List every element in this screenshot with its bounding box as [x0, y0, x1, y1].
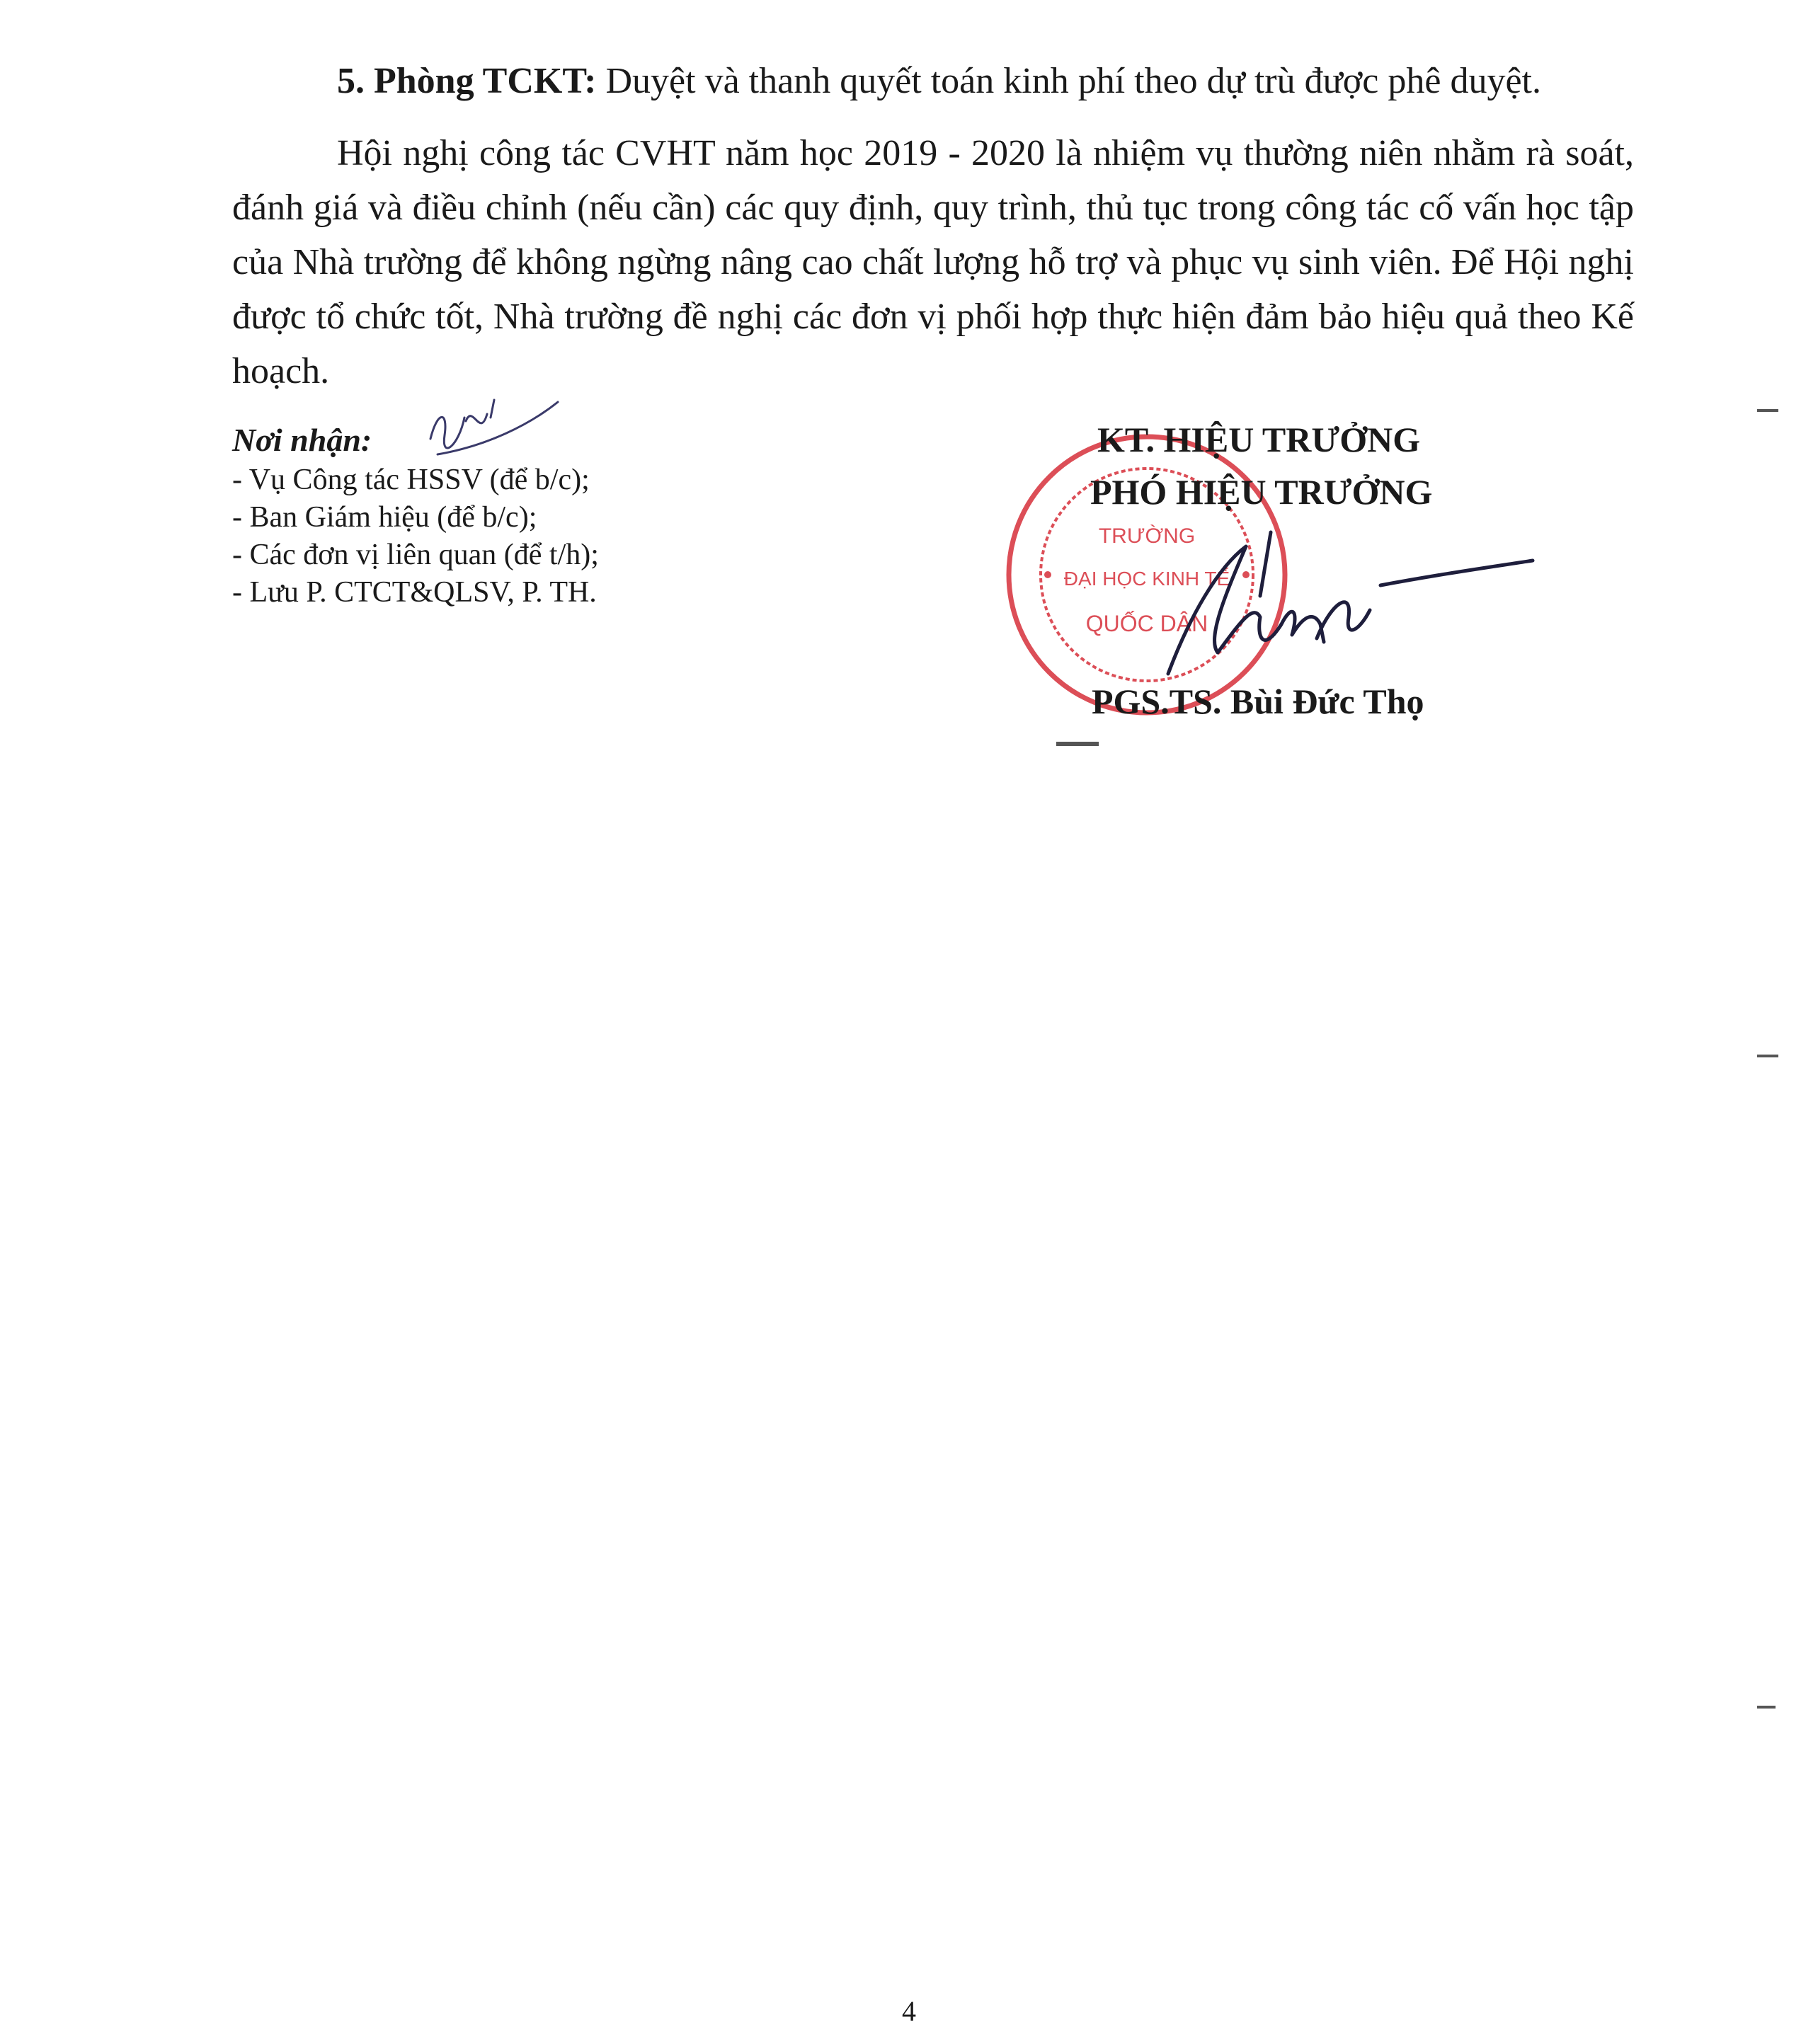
signer-title-line2: PHÓ HIỆU TRƯỞNG: [1090, 472, 1433, 512]
recipient-item: - Vụ Công tác HSSV (để b/c);: [232, 464, 590, 496]
recipient-item: - Ban Giám hiệu (để b/c);: [232, 501, 537, 534]
recipient-item: - Lưu P. CTCT&QLSV, P. TH.: [232, 576, 597, 609]
recipients-title: Nơi nhận:: [232, 422, 372, 458]
scan-artifact: [1757, 1706, 1776, 1709]
signer-title-line1: KT. HIỆU TRƯỞNG: [1097, 420, 1421, 459]
section-5-text: Duyệt và thanh quyết toán kinh phí theo dự trù được phê duyệt.: [596, 61, 1541, 101]
handwritten-signature: [1140, 518, 1536, 681]
scan-artifact: [1757, 1055, 1778, 1057]
recipient-item: - Các đơn vị liên quan (để t/h);: [232, 539, 599, 571]
signer-name: PGS.TS. Bùi Đức Thọ: [1092, 682, 1424, 721]
main-paragraph: Hội nghị công tác CVHT năm học 2019 - 2020 là nhiệm vụ thường niên nhằm rà soát, đánh giá và điều chỉnh (nếu cần) các quy định, quy trình, thủ tục trong công tác cố vấn học tập của Nhà trường để không ngừng nâng cao chất lượng hỗ trợ và phục vụ sinh viên. Để Hội nghị được tổ chức tốt, Nhà trường đề nghị các đơn vị phối hợp thực hiện đảm bảo hiệu quả theo Kế hoạch.: [232, 133, 1634, 391]
svg-text:ĐẠI HỌC KINH TẾ: ĐẠI HỌC KINH TẾ: [1063, 568, 1230, 590]
section-5-paragraph: [232, 54, 1634, 108]
scan-artifact: [1757, 409, 1778, 412]
scan-artifact: [1056, 742, 1099, 746]
handwritten-initials: [423, 396, 565, 460]
section-5-label: 5. Phòng TCKT:: [337, 61, 597, 101]
svg-text:TRƯỜNG: TRƯỜNG: [1098, 524, 1196, 548]
svg-text:QUỐC DÂN: QUỐC DÂN: [1085, 611, 1208, 636]
signature-block: [977, 412, 1614, 737]
page-number: 4: [902, 1995, 916, 2027]
